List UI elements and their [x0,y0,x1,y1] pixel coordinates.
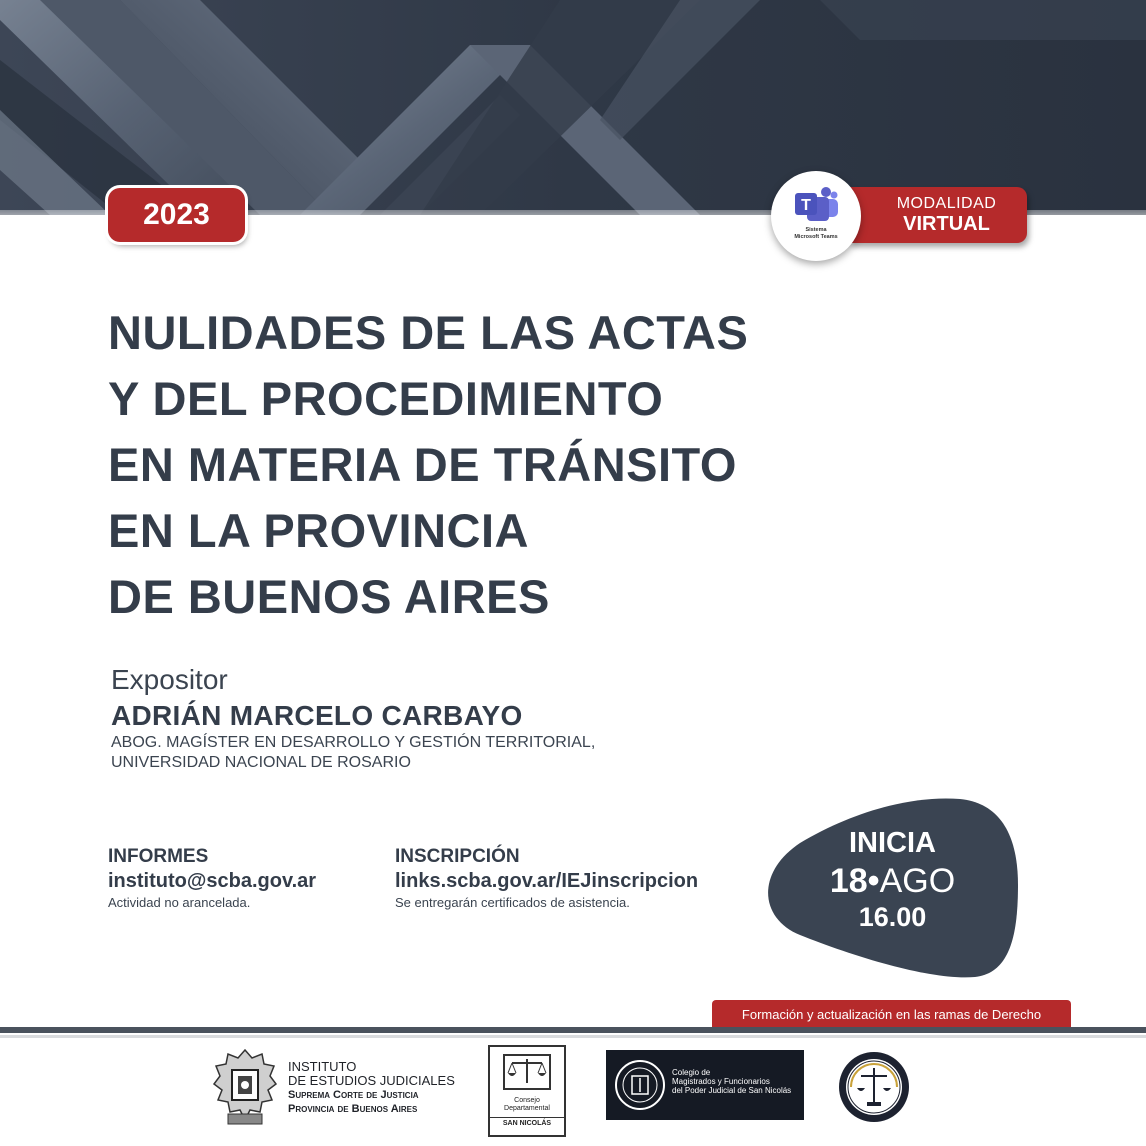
teams-caption [771,227,861,241]
informes-block [108,846,316,910]
institute-line1: INSTITUTO [288,1059,357,1074]
institute-line4: Provincia de Buenos Aires [288,1103,418,1115]
svg-text:T: T [801,197,811,214]
title-line: EN LA PROVINCIA [108,504,529,557]
consejo-line1: Consejo [514,1097,540,1104]
inscripcion-note: Se entregarán certificados de asistencia. [395,895,630,910]
colegio-text [672,1068,791,1095]
modality-line1: MODALIDAD [896,195,997,212]
footer-divider-light [0,1035,1146,1038]
tagline-text: Formación y actualización en las ramas de Derecho [741,1007,1042,1022]
association-seal-icon [837,1050,911,1124]
teams-icon [793,185,839,225]
institute-crest-icon [212,1048,278,1128]
hero-background [0,0,1146,330]
teams-caption-line2: Microsoft Teams [794,234,838,240]
title-line: DE BUENOS AIRES [108,570,550,623]
speaker-role-line2: UNIVERSIDAD NACIONAL DE ROSARIO [111,754,411,771]
consejo-line3: SAN NICOLÁS [490,1117,564,1128]
start-date [780,860,1005,902]
title-line: NULIDADES DE LAS ACTAS [108,306,749,359]
start-day: 18 [829,862,868,900]
footer-divider [0,1027,1146,1033]
start-label: INICIA [849,827,936,859]
colegio-line1: Colegio de [672,1068,711,1077]
year-badge [108,188,245,242]
title-line: Y DEL PROCEDIMIENTO [108,372,664,425]
year-text: 2023 [143,198,210,231]
inscripcion-block [395,846,698,910]
consejo-line2: Departamental [504,1105,550,1112]
institute-line2: DE ESTUDIOS JUDICIALES [288,1073,455,1088]
colegio-seal-icon [614,1059,666,1111]
inscripcion-link[interactable]: links.scba.gov.ar/IEJinscripcion [395,870,699,892]
start-month: AGO [879,862,956,900]
event-title [108,300,748,630]
start-time: 16.00 [858,902,927,932]
speaker-role [111,733,595,773]
start-date-text [780,826,1005,932]
informes-email-link[interactable]: instituto@scba.gov.ar [108,870,317,892]
speaker-role-line1: ABOG. MAGÍSTER EN DESARROLLO Y GESTIÓN TERRITORIAL, [111,734,596,751]
scales-icon [490,1051,564,1095]
title-line: EN MATERIA DE TRÁNSITO [108,438,737,491]
teams-caption-line1: Sistema [805,227,827,233]
colegio-line2: Magistrados y Funcionarios [672,1077,770,1086]
teams-logo-circle [771,171,861,261]
inscripcion-heading: INSCRIPCIÓN [395,846,520,867]
speaker-name: ADRIÁN MARCELO CARBAYO [111,700,523,731]
consejo-logo [488,1045,566,1137]
institute-name [288,1060,455,1116]
colegio-line3: del Poder Judicial de San Nicolás [672,1086,792,1095]
institute-line3: Suprema Corte de Justicia [288,1089,419,1101]
tagline-banner [712,1000,1071,1029]
modality-badge [850,187,1027,243]
speaker-label: Expositor [111,664,228,695]
start-separator: • [867,862,880,900]
informes-note: Actividad no arancelada. [108,895,251,910]
colegio-logo [606,1050,804,1120]
informes-heading: INFORMES [108,846,209,867]
modality-line2: VIRTUAL [903,213,990,235]
